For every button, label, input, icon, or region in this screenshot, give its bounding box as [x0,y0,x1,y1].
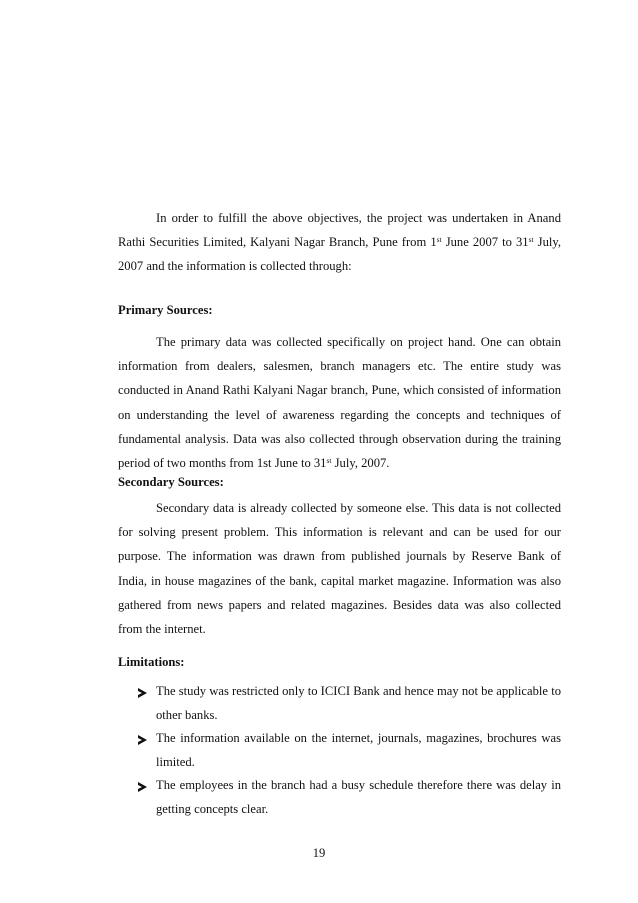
intro-text-1: In order to fulfill the above objectives, the project was undertaken in Anand Rathi Securities Limited, Kalyani Nagar Branch, Pune from 1 [118,211,561,250]
intro-text-2: June 2007 to 31 [441,235,529,250]
primary-sources-paragraph [118,330,561,475]
list-item [118,727,561,774]
primary-text-2: July, 2007. [331,456,390,471]
list-item [118,680,561,727]
limitation-text: The employees in the branch had a busy schedule therefore there was delay in getting concepts clear. [156,778,561,816]
intro-text-3: July, 2007 and the information is collected through: [118,235,561,274]
arrowhead-bullet-icon [138,735,147,745]
arrowhead-bullet-icon [138,782,147,792]
primary-text-1: The primary data was collected specifically on project hand. One can obtain information from dealers, salesmen, branch managers etc. The entire study was conducted in Anand Rathi Kalyani Nagar branch, Pune, which consisted of information on understanding the level of awareness regarding the concepts and techniques of fundamental analysis. Data was also collected through observation during the training period of two months from 1st June to 31 [118,335,561,471]
intro-superscript-2: st [528,235,534,245]
limitation-text: The study was restricted only to ICICI Bank and hence may not be applicable to other banks. [156,684,561,722]
limitation-text: The information available on the internet, journals, magazines, brochures was limited. [156,731,561,769]
limitations-list [118,680,561,821]
page-number: 19 [312,846,326,860]
intro-superscript-1: st [436,235,442,245]
arrowhead-bullet-icon [138,688,147,698]
limitations-heading: Limitations: [118,655,185,669]
intro-paragraph [118,206,561,279]
primary-superscript: st [326,456,332,466]
secondary-sources-paragraph: Secondary data is already collected by someone else. This data is not collected for solving present problem. This information is relevant and can be used for our purpose. The information was drawn from published journals by Reserve Bank of India, in house magazines of the bank, capital market magazine. Information was also gathered from news papers and related magazines. Besides data was also collected from the internet. [118,501,561,637]
secondary-sources-heading: Secondary Sources: [118,475,224,489]
list-item [118,774,561,821]
primary-sources-heading: Primary Sources: [118,303,213,317]
